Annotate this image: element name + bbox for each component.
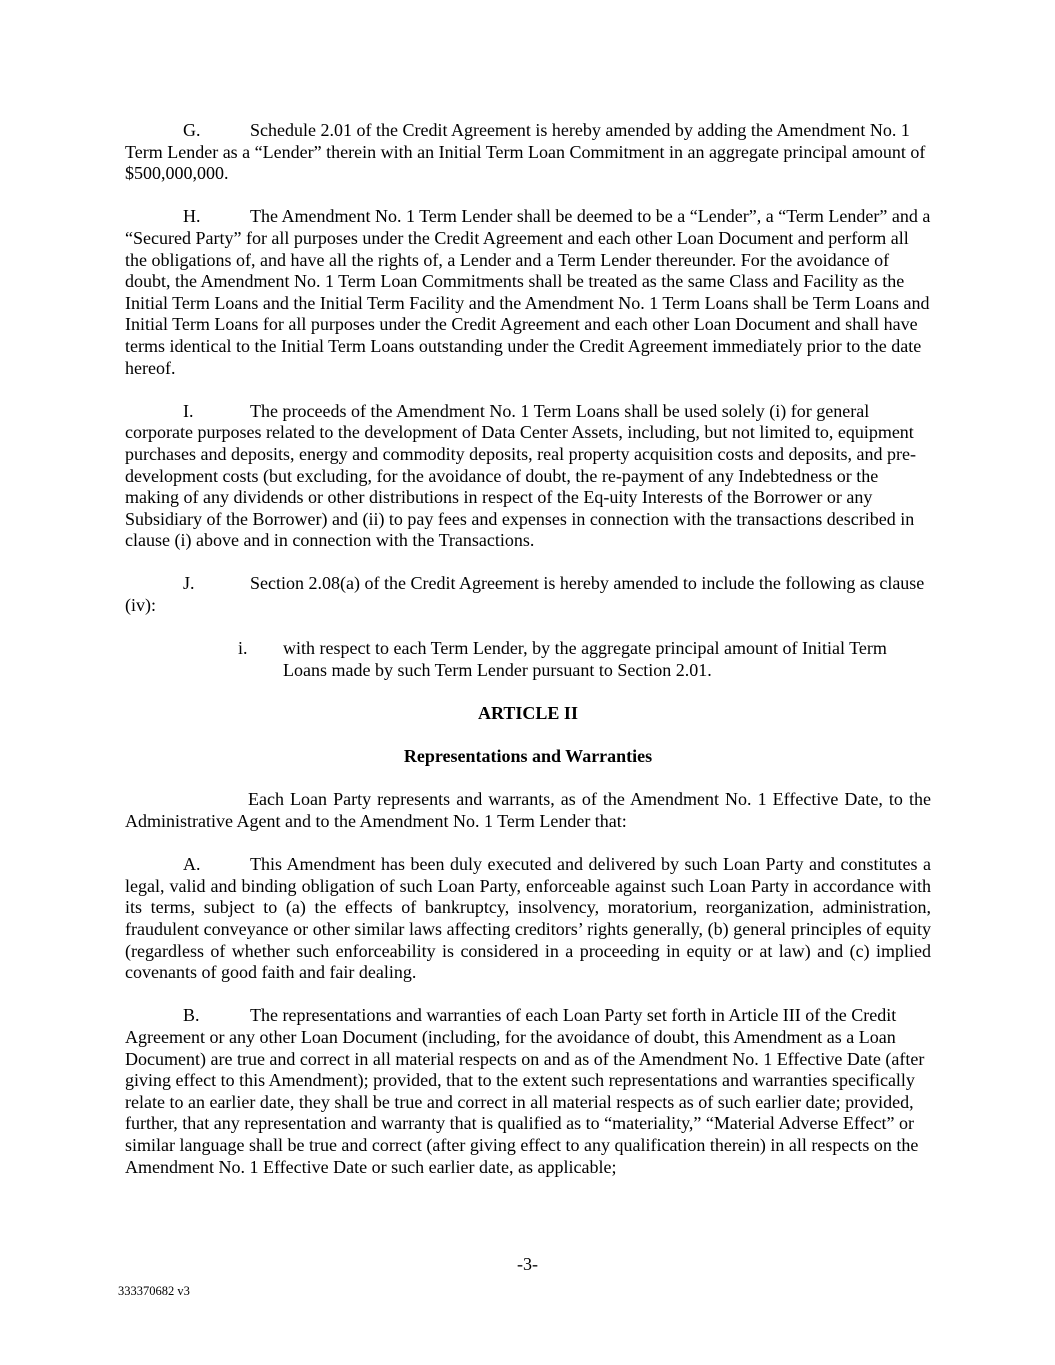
paragraph-j xyxy=(125,573,931,616)
footer-note: 333370682 v3 xyxy=(118,1284,190,1298)
paragraph-a-text: This Amendment has been duly executed and delivered by such Loan Party and constitutes a legal, valid and binding obligation of such Loan Party, enforceable against such Loan Party in accordance with its terms, subject to (a) the effects of bankruptcy, insolvency, moratorium, reorganization, administration, fraudulent conveyance or other similar laws affecting creditors’ rights generally, (b) general principles of equity (regardless of whether such enforceability is considered in a proceeding in equity or at law) and (c) implied covenants of good faith and fair dealing. xyxy=(125,854,931,983)
paragraph-j-label: J. xyxy=(183,573,195,594)
list-item-i xyxy=(125,638,931,681)
intro-paragraph: Each Loan Party represents and warrants, as of the Amendment No. 1 Effective Date, to the Administrative Agent and to the Amendment No. 1 Term Lender that: xyxy=(125,789,931,831)
list-item-i-label: i. xyxy=(238,638,248,659)
paragraph-b-label: B. xyxy=(183,1005,200,1026)
page-number: -3- xyxy=(517,1254,538,1274)
paragraph-g xyxy=(125,120,931,185)
document-content xyxy=(125,120,931,1200)
paragraph-i-label: I. xyxy=(183,400,194,421)
paragraph-a-label: A. xyxy=(183,854,201,875)
article-subtitle: Representations and Warranties xyxy=(403,746,653,767)
paragraph-h-label: H. xyxy=(183,206,201,227)
paragraph-b-text: The representations and warranties of each Loan Party set forth in Article III of the Credit Agreement or any other Loan Document (including, for the avoidance of doubt, this Amendment as a Loan Document) are true and correct in all material respects on and as of the Amendment No. 1 Effective Date (after giving effect to this Amendment); provided, that to the extent such representations and warranties specifically relate to an earlier date, they shall be true and correct in all material respects as of such earlier date; provided, further, that any representation and warranty that is qualified as to “materiality,” “Material Adverse Effect” or similar language shall be true and correct (after giving effect to any qualification therein) in all respects on the Amendment No. 1 Effective Date or such earlier date, as applicable; xyxy=(125,1005,925,1177)
paragraph-j-text: Section 2.08(a) of the Credit Agreement is hereby amended to include the following as clause (iv): xyxy=(125,573,925,616)
paragraph-g-label: G. xyxy=(183,120,201,140)
article-heading: ARTICLE II xyxy=(478,703,578,724)
paragraph-a xyxy=(125,854,931,984)
paragraph-g-text: Schedule 2.01 of the Credit Agreement is hereby amended by adding the Amendment No. 1 Term Lender as a “Lender” therein with an Initial Term Loan Commitment in an aggregate principal amount of $500,000,000. xyxy=(125,120,926,184)
paragraph-b xyxy=(125,1005,931,1178)
list-item-i-text: with respect to each Term Lender, by the aggregate principal amount of Initial Term Loans made by such Term Lender pursuant to Section 2.01. xyxy=(283,638,887,680)
paragraph-h-text: The Amendment No. 1 Term Lender shall be deemed to be a “Lender”, a “Term Lender” and a “Secured Party” for all purposes under the Credit Agreement and each other Loan Document and perform all the obligations of, and have all the rights of, a Lender and a Term Lender thereunder. For the avoidance of doubt, the Amendment No. 1 Term Loan Commitments shall be treated as the same Class and Facility as the Initial Term Loans and the Initial Term Facility and the Amendment No. 1 Term Loans shall be Term Loans and Initial Term Loans for all purposes under the Credit Agreement and each other Loan Document and shall have terms identical to the Initial Term Loans outstanding under the Credit Agreement immediately prior to the date hereof. xyxy=(125,206,931,378)
paragraph-h xyxy=(125,206,931,379)
paragraph-i xyxy=(125,401,931,552)
paragraph-i-text: The proceeds of the Amendment No. 1 Term Loans shall be used solely (i) for general corporate purposes related to the development of Data Center Assets, including, but not limited to, equipment purchases and deposits, energy and commodity deposits, real property acquisition costs and deposits, and pre-development costs (but excluding, for the avoidance of doubt, the re-payment of any Indebtedness or the making of any dividends or other distributions in respect of the Eq-uity Interests of the Borrower or any Subsidiary of the Borrower) and (ii) to pay fees and expenses in connection with the transactions described in clause (i) above and in connection with the Transactions. xyxy=(125,400,916,551)
